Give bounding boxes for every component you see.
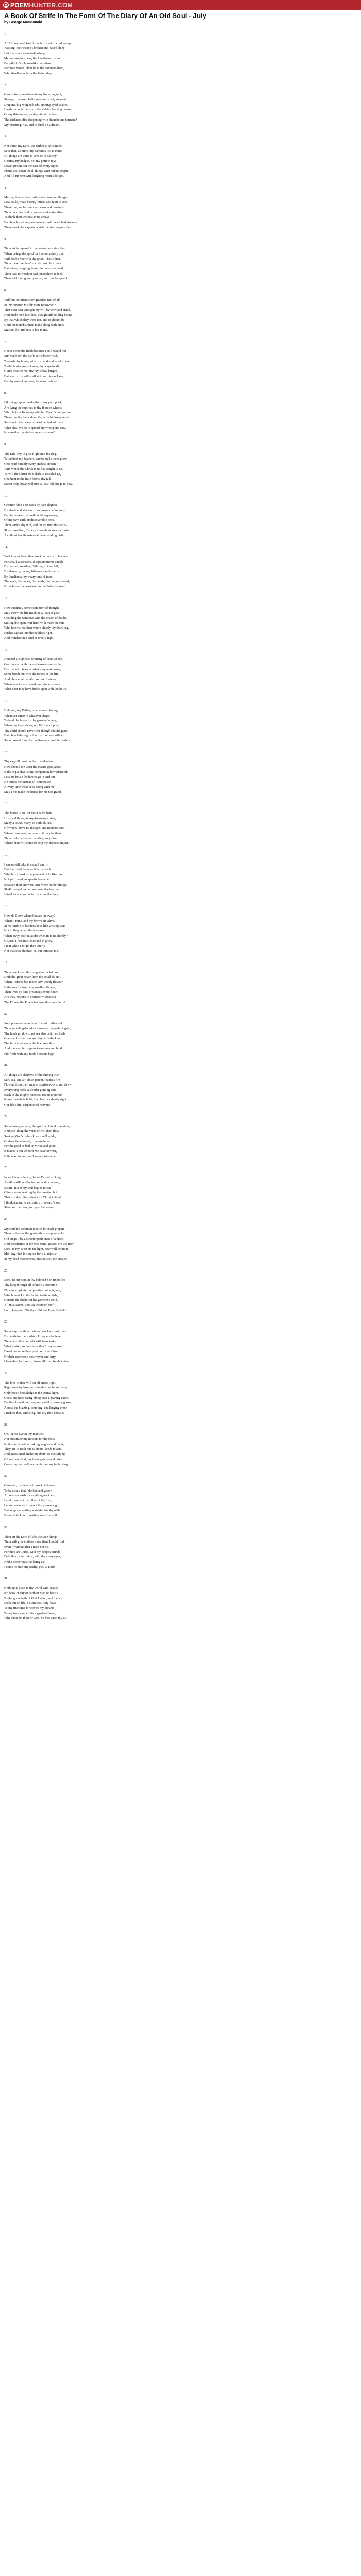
poem-line: Thou therefore thou're work past the ir man — [4, 262, 61, 266]
poem-stanza — [4, 1473, 355, 1518]
poem-line: Drive home the wanderer to the Father's bread. — [4, 585, 66, 589]
poem-line: Slow travelling, his way through sickness winning — [4, 528, 71, 532]
poem-line: For the good or bad, in virtue and good, — [4, 1144, 57, 1148]
poem-line: But blench through all to thy foot men office, — [4, 734, 64, 738]
poem-line: Fill fresh with any feeds blossom high! — [4, 1052, 56, 1056]
poem-line: Thou art humpered in thy natural working then — [4, 247, 66, 251]
poem-stanza — [4, 1576, 355, 1621]
poem-line: Is safe. But if my soul begins to cut — [4, 1185, 51, 1190]
poem-line: In my dead movements, master, son, the proper. — [4, 1257, 67, 1261]
poem-line: Than lives by kins presences every hour? — [4, 990, 58, 994]
poem-line: Lord, keep me. 'Tis thy child that Lose, Behold. — [4, 1308, 67, 1312]
poem-line: Thy lands go down, yet sea also bolt, hee lords — [4, 1031, 65, 1036]
stanza-number: 26. — [4, 1320, 8, 1324]
poem-sections — [4, 31, 355, 1621]
poem-line: I love thee for I must, throw all from foods to feet. — [4, 1360, 71, 1364]
poem-line: May throw the life machine all out of gear, — [4, 611, 60, 615]
stanza-number: 19. — [4, 960, 8, 964]
poem-stanza — [4, 853, 355, 897]
poem-line: Not in fiery what, the is a raver. — [4, 929, 46, 933]
poem-line: I shall have comfort in thy strengthenings. — [4, 892, 60, 896]
poem-line: Seeking God's ordertrk, as it will abide, — [4, 1134, 56, 1138]
poem-line: By deeds for them which I may not believe — [4, 1334, 61, 1338]
poem-line: I'll want of plotter, of pleatiest, of noir, ave, — [4, 1288, 61, 1292]
poem-line: That my dear life is tied with Christ in God, — [4, 1195, 62, 1199]
poem-line: Old sings it by a sweeter path once of a there, — [4, 1237, 64, 1241]
poem-line: But scarce thy will shall strip so tries as I see, — [4, 374, 64, 378]
poem-line: And made men like thee, though still holding bound — [4, 313, 73, 317]
poem-line: Hence come the fields because I still would not — [4, 349, 67, 353]
stanza-number: 16. — [4, 802, 8, 806]
poem-line: Thou sniveling-faced as it weaves the path of gold, — [4, 1026, 71, 1030]
poem-line: To the busier sons of men, thy wage to all; — [4, 364, 60, 368]
poem-line: O to head humbly every endless stream — [4, 462, 56, 466]
poem-line: Dragons, big-winged birds, arching-eyed snakes- — [4, 103, 69, 107]
poem-line: One shall to the flow and day with the knot, — [4, 1037, 62, 1041]
poem-line: Therefore, such common means and movings. — [4, 205, 65, 209]
poem-line: Will this not then show grandest fact of all, — [4, 298, 61, 302]
poem-line: The Flower the Power because the sun shin in? — [4, 1000, 66, 1004]
poem-line: So slow to the peace of heart behind art man- — [4, 420, 64, 425]
poem-line: O must be, somewhere in my fluttering tent, — [4, 93, 62, 97]
poem-line: Like rings upon the depths of my poor pool, — [4, 401, 62, 405]
stanza-number: 30. — [4, 1525, 8, 1529]
poem-line: Thou hast killed the bung arrest what no- — [4, 970, 58, 974]
poem-line: Will not be free with thy good. Thou't then, — [4, 257, 61, 261]
poem-line: Strange creatures, half-tamed only yet, are pent — [4, 98, 67, 102]
poem-line: Climbs some waiting by the creation but — [4, 1191, 57, 1195]
poem-line: To lay for a sun within a garden-flower, — [4, 1611, 56, 1615]
poem-stanza — [4, 391, 355, 435]
stanza-number: 9. — [4, 443, 7, 446]
poem-line: Some break out with the forces of the life, — [4, 672, 59, 676]
poem-line: Creation thou dost work by hard degrees, — [4, 503, 58, 507]
poem-line: Nor substitute my notions for thy facts, — [4, 1437, 56, 1441]
poem-line: Your presence every hour I would rather hold — [4, 1022, 64, 1026]
poem-line: Everything holds a slender guiding clue — [4, 1088, 56, 1092]
poem-line: My soul the common fancies for itself prepare- — [4, 1227, 66, 1231]
poem-author: by George MacDonald — [4, 21, 42, 24]
poem-stanza — [4, 340, 355, 384]
poem-line: I come to thee, my frailty, yea, O Lord. — [4, 1565, 56, 1569]
poem-line: Thou hast to freedom fashioned them indeed, — [4, 272, 64, 276]
poem-line: Low souls, weak hearts, I mean and faint to sob, — [4, 200, 68, 205]
stanza-number: 1. — [4, 32, 7, 36]
poem-line: In such loud silence, the soul's rest, so long — [4, 1176, 61, 1180]
poem-line: Flame out, sown the ill things with radiant fright, — [4, 169, 69, 173]
poem-line: Lets his house for him to go in and out — [4, 775, 55, 779]
poem-title: A Book Of Strife In The Form Of The Diary Of An Old Soul - July — [4, 12, 206, 20]
poem-line: Towards thy home, with thy hand and word in me — [4, 359, 70, 363]
poem-line: And plunge into a vilerous out of view- — [4, 677, 56, 682]
poem-line: Only love's knowledge is the primal light. — [4, 1391, 59, 1395]
poem-line: Who dwellest only in the living days! — [4, 71, 54, 75]
poem-line: Who knows, not then where clearly thy dwelling, — [4, 626, 69, 630]
poem-line: Questions keep wring along than I, leaning cated, — [4, 1396, 69, 1400]
poem-line: How do I love when thou art far away? — [4, 914, 56, 918]
poem-stanza — [4, 1217, 355, 1262]
poem-line: By that which they were not, and could not be — [4, 318, 64, 322]
poem-line: Come thy own self, and with thee my faith bring. — [4, 1462, 69, 1466]
poem-line: Not yet I need escape-'tis bearable — [4, 877, 49, 882]
poem-line: To will the Christ from dark to troubled go, — [4, 472, 61, 476]
poem-line: Obedient to the little forms, thy fall, — [4, 477, 52, 481]
poem-line: All things are thine to save or to destroy- — [4, 154, 58, 158]
poem-line: To faintest my feathers, and to make them grow, — [4, 457, 68, 461]
stanza-number: 18. — [4, 904, 8, 908]
poem-stanza — [4, 1422, 355, 1467]
poem-line: And fill my tent with laughing morn's delight. — [4, 174, 64, 178]
poem-stanza — [4, 699, 355, 743]
poem-line: If thou art in me, and I am not to blame. — [4, 1154, 57, 1158]
stanza-number: 31. — [4, 1577, 8, 1581]
poem-line: Footing firmed out, yes, and and thy bravery gown, — [4, 1401, 72, 1405]
poem-line: At very time what he is doing with me, — [4, 785, 56, 789]
poem-stanza — [4, 31, 355, 76]
poem-line: And wanders in a land of dreary fight. — [4, 636, 54, 640]
stanza-number: 7. — [4, 340, 7, 344]
stanza-number: 20. — [4, 1012, 8, 1016]
poem-stanza — [4, 904, 355, 954]
poem-line: By shame, growing, bitterness and smarts; — [4, 570, 60, 574]
poem-line: Master, thou workest with such common things- — [4, 195, 68, 199]
stanza-number: 12. — [4, 596, 8, 600]
poem-line: Morning, that is may we have to rejoice- — [4, 1252, 58, 1256]
poem-line: Of my thin house, roaring about the bent; — [4, 113, 59, 117]
stanza-number: 4. — [4, 185, 7, 190]
poem-line: O Lord, my God, my heart gets up and cries, — [4, 1457, 63, 1461]
poem-line: It mattes a not whether we have or wast, — [4, 1149, 57, 1154]
poem-line: To my true time for comes my dreams- — [4, 1606, 56, 1610]
poem-line: But keep me waiting watchful for thy will- — [4, 1509, 60, 1513]
poem-line: Stilling the open wait here, with more the ear! — [4, 621, 64, 625]
poem-line: The rag's, the hopes, the needs, the hunger seared, — [4, 580, 70, 584]
poem-line: Even while I do it, waiting watchful still. — [4, 1514, 58, 1518]
poem-line: Look out on life, his endless, holy feast. — [4, 1601, 57, 1605]
poem-stanza — [4, 801, 355, 846]
poem-line: What door they have broke upon with the knife. — [4, 687, 67, 691]
stanza-number: 23. — [4, 1166, 8, 1170]
poem-line: The full of-yet never the law love this — [4, 1042, 54, 1046]
stanza-number: 29. — [4, 1474, 8, 1478]
poem-line: Back to the mighty oneness:-round it hurled, — [4, 1093, 63, 1097]
poem-line: Lord, let my soul in thy beloved Son fixed flee — [4, 1278, 65, 1282]
poem-line: Is the sun for from any smallest flower, — [4, 985, 56, 989]
poem-line: I cannot tell why this day I am ill; — [4, 862, 48, 867]
poem-line: His royal thoughts require many a stair, — [4, 816, 56, 820]
stanza-number: 3. — [4, 134, 7, 139]
stanza-number: 10. — [4, 494, 8, 498]
poem-stanza — [4, 648, 355, 692]
stanza-number: 13. — [4, 648, 8, 652]
poem-line: May I not make the house for me too grand. — [4, 790, 62, 794]
poem-line: For thou art Christ, with my deepest mind; — [4, 1550, 60, 1554]
poem-line: For thy arrival and rise, its stern invicity. — [4, 379, 58, 383]
poem-line: When beings designed on freedom's holy plan — [4, 251, 65, 256]
poem-line: My Morning, rise, and of shall be a dream. — [4, 123, 60, 127]
poem-stanza — [4, 494, 355, 538]
stanza-number: 8. — [4, 391, 7, 395]
poem-line: Even if without that I need not be. — [4, 1545, 49, 1549]
poem-line: All things are shadows of the shining true: — [4, 1073, 60, 1077]
poem-line: To be aware that I do live and grow- — [4, 1488, 52, 1493]
poem-line: Why shouldst thou, O God, be free upon thy ur. — [4, 1616, 67, 1620]
poem-line: Nor smaller thy deliverance shy more? — [4, 431, 55, 435]
poem-line: For how vanish Thou be in the darkness deep, — [4, 66, 64, 71]
poem-line: Who, hold oblivion up with fell Death's companion; — [4, 411, 73, 415]
poem-line: Not that thou thinkest of, but thinkest me. — [4, 949, 59, 953]
poem-line: Thy eager'll must not be to understand — [4, 760, 55, 764]
site-logo[interactable] — [3, 2, 73, 9]
poem-line: But I am well because it is thy will- — [4, 868, 51, 872]
poem-line: Thy child should never fear though should gape, — [4, 728, 68, 733]
poem-stanza — [4, 288, 355, 333]
poem-line: Are they not one in oneness without sin- — [4, 995, 57, 999]
poem-line: Help me, my Father, in whatever dismay, — [4, 708, 58, 713]
poem-line: I rush to thee, and cling, and cry thou know'st. — [4, 1411, 65, 1415]
poem-line: Outside the shelter of his garment's field, — [4, 1298, 58, 1302]
poem-logo-icon — [3, 2, 9, 8]
poem-line: How should the warn the master goes about — [4, 765, 62, 769]
poem-line: Our life's life, carpenter of heaven! — [4, 1103, 50, 1107]
poem-line: And treacheries of the wee wind, passes, ere the riser: — [4, 1242, 75, 1246]
poem-stanza — [4, 1268, 355, 1313]
poem-line: To hold the faster by thy garment's hem; — [4, 719, 57, 723]
poem-line: The love of thee will set all errors right. — [4, 1381, 56, 1385]
poem-line: I sit there, a sorrow-haft asleep, — [4, 52, 46, 56]
poem-line: When away doth it, as drowned in mind deeply? — [4, 934, 68, 938]
poem-line: Oh, let me live in thy realities, — [4, 1432, 44, 1436]
poem-line: My Need into the earth, our Flower cold- — [4, 354, 58, 359]
stanza-number: 2. — [4, 83, 7, 87]
poem-line: Know thee their light, than heat, evidently right, — [4, 1098, 68, 1102]
stanza-number: 28. — [4, 1422, 8, 1427]
poem-line: Amazed at sightless whirring of their wheels, — [4, 657, 64, 662]
poem-line: By loneliness, by weary tons of tears; — [4, 574, 54, 579]
poem-line: Lower prison, for the case of every sight; — [4, 164, 58, 168]
poem-stanza — [4, 596, 355, 641]
poem-line: For, far upward, of unthought sequences, — [4, 513, 58, 517]
poem-line: Or does the ethereal, creature have — [4, 1139, 50, 1143]
poem-line: Thou hand we find is, we see and make alive — [4, 210, 63, 214]
poem-line: Not thine, my Lord, the darkness all is mine- — [4, 144, 63, 148]
poem-line: Doth the great never from the small fill not- — [4, 975, 62, 979]
poem-line: When it rains, and my brows are alive? — [4, 919, 56, 923]
stanza-number: 27. — [4, 1371, 8, 1375]
poem-line: In no tumble of burdens be is like a rising sun; — [4, 924, 65, 928]
poem-line: But when, hangling thyself to them you need, — [4, 267, 64, 271]
poem-line: Let me no more from out thy presence go, — [4, 1503, 59, 1507]
poem-line: Harsh through the storm the sudden heaving breaks — [4, 108, 72, 112]
poem-stanza — [4, 185, 355, 230]
poem-line: As all is still, no fluctuation and no wrong, — [4, 1180, 60, 1184]
poem-stanza — [4, 1371, 355, 1416]
poem-line: And a deeper past far being eo, — [4, 1560, 45, 1564]
poem-line: They are to truth but as dream-deeds to acts, — [4, 1447, 62, 1451]
poem-line: Flowers from their mother's prison-dove, and dew- — [4, 1083, 71, 1087]
poem-stanza — [4, 1525, 355, 1570]
stanza-number: 24. — [4, 1217, 8, 1222]
poem-line: No book of day or earth or man or beasts — [4, 1591, 58, 1595]
poem-line: ALAS, my lord, lost through in a whirlwind sweep — [4, 41, 71, 45]
poem-line: Some say that thou their endless love hast lives — [4, 1330, 66, 1334]
poem-line: Thy king through all to bud's illustration — [4, 1283, 57, 1287]
poem-line: Well it must thou, then work, or misty to heaven — [4, 554, 68, 558]
poem-stanza — [4, 1063, 355, 1108]
poem-line: With which the Christ in us has sought to do, — [4, 467, 63, 471]
stanza-number: 5. — [4, 237, 7, 241]
poem-line: Both thou, after midst, with thy many eyes, — [4, 1555, 61, 1559]
poem-line: Wasting, poor Fancy's broken and naked sleep; — [4, 46, 66, 50]
poem-line: That thou hast wrought thy will by slow and small, — [4, 308, 71, 312]
poem-stanza — [4, 237, 355, 282]
poem-stanza — [4, 1114, 355, 1159]
poem-line: Whence not a cry re-redound since reveals — [4, 682, 60, 686]
poem-line: Distrust with fears of what may next ensue, — [4, 667, 61, 671]
poem-line: Are lying the captives to thy thereon wheels, — [4, 405, 63, 410]
poem-line: I yield, one not thy pillar of the free; — [4, 1499, 52, 1503]
poem-line: Nothing is plain in thy world with scapes- — [4, 1586, 59, 1590]
poem-line: Where thou wilt come to help thy deepest prayer. — [4, 841, 69, 845]
poem-line: Until thou mad'st them make along with thee? — [4, 323, 64, 327]
poem-line: And soft along the veins of will doth flow, — [4, 1129, 60, 1133]
poem-line: Then is there nothing who thus weep me cold, — [4, 1232, 65, 1236]
poem-line: Thou wilt give endless more than I could find, — [4, 1540, 65, 1544]
poem-line: Clouding the windows with the dream of doubt, — [4, 616, 67, 620]
stanza-number: 25. — [4, 1268, 8, 1273]
poem-line: Stand on the firm, not upon the wrong. — [4, 1206, 55, 1210]
poem-line: How suddenly some rapid turn of thought — [4, 606, 59, 610]
poem-line: The darkness dire deepening with thunder and torment? — [4, 117, 77, 122]
logo-text-poem: POEM — [10, 1, 29, 9]
poem-stanza — [4, 1165, 355, 1210]
poem-line: Dared not more thou poet hom and allow — [4, 1349, 58, 1353]
stanza-number: 17. — [4, 853, 8, 857]
stanza-number: 11. — [4, 545, 8, 549]
poem-stanza — [4, 1319, 355, 1364]
poem-line: Guide heart to me; thy ray is low-hinged, — [4, 369, 58, 374]
poem-line: Thou art the Lord of life; the seen things — [4, 1535, 57, 1539]
poem-line: Thou mak'st a secret chamber, holy-dim, — [4, 836, 58, 840]
poem-line: All restless wish for anything not thee — [4, 1494, 54, 1498]
poem-line: For small successors, disappointments small; — [4, 560, 63, 564]
poem-line: If the rogue dwells my companion how planned? — [4, 770, 69, 774]
poem-line: Where I am most perplexed, it may be there — [4, 831, 62, 835]
poem-stanza — [4, 442, 355, 487]
poem-line: What shall we do to spread thy wrong and sow, — [4, 426, 67, 430]
stanza-number: 22. — [4, 1114, 8, 1118]
poem-line: Thou with'st thy will, and theirs, unto the earth- — [4, 523, 67, 528]
poem-stanza — [4, 1012, 355, 1057]
poem-line: Master, the lardiness is but in me. — [4, 328, 48, 332]
poem-line: The house is not for me-it is for him. — [4, 811, 53, 816]
poem-line: Many a tower, many an outlook fair, — [4, 821, 52, 825]
poem-line: O master, my desires to work, to know, — [4, 1483, 56, 1487]
poem-line: Sweet help thwap will turn all our old things to new. — [4, 482, 73, 486]
poem-content — [4, 12, 355, 1628]
poem-line: Then shook the captain, watch the storm-spray flee. — [4, 225, 72, 229]
poem-line: Therefore thy tears along the earth highway seeds — [4, 416, 70, 420]
poem-line: Sun, sea, and air-close, patent, fearless fire- — [4, 1078, 61, 1082]
poem-line: Of which I have no thought, and need no care. — [4, 826, 65, 831]
poem-line: Save that, as mine, my darkness too is thine: — [4, 149, 62, 153]
poem-line: To think thou workest in us verily; — [4, 215, 50, 219]
poem-line: To the grave hath of God I stand, and thence. — [4, 1596, 63, 1600]
poem-line: When my heart slews, oh, lift it up, I pray; — [4, 723, 60, 727]
poem-line: He builds me instead if I cannot see — [4, 780, 51, 784]
poem-stanza — [4, 134, 355, 179]
poem-line: By nations, weather, Failures, in tone fall; — [4, 565, 59, 569]
poem-line: Notion with notion making leagues and pacts; — [4, 1442, 64, 1446]
poem-line: Then will thou grandly move, and thobbe speed. — [4, 277, 68, 281]
poem-line: Lord, in my spirit sts the light, now well be more, — [4, 1247, 69, 1251]
poem-line: When it sleeps but in the lazy weedy flower? — [4, 980, 63, 985]
poem-stanza — [4, 545, 355, 589]
poem-stanza — [4, 83, 355, 128]
poem-line: And questioned, make me doubt of everything.- — [4, 1452, 67, 1456]
poem-line: For pilgrim's a humanlike narration — [4, 61, 51, 65]
poem-line: Sometimes, perhaps, the spiritual blood runs slow, — [4, 1124, 70, 1128]
poem-line: Destroy my hedges, not my perfect joy; — [4, 159, 56, 163]
poem-line: Which most I in the fading to his worlds, — [4, 1293, 58, 1297]
header-bar — [0, 0, 361, 10]
poem-line: By shade and shadow from unseen beginnings, — [4, 509, 66, 513]
poem-line: All in a woven, a no-so wounded outfit, — [4, 1303, 56, 1307]
stanza-number: 21. — [4, 1063, 8, 1067]
poem-line: O Lord, I fear in silence and in glory, — [4, 939, 53, 943]
stanza-number: 6. — [4, 289, 7, 293]
poem-line: Of their ceremony nost waver and jarry- — [4, 1354, 57, 1359]
poem-line: Because thou knowest. And when harder things — [4, 883, 67, 887]
poem-line: Whatever terror in whatever shape, — [4, 714, 51, 718]
poem-line: Confounded with the restlessness and strife, — [4, 662, 62, 666]
poem-stanza — [4, 960, 355, 1005]
poem-line: Thou ever didst, or wilt with hem to do, — [4, 1340, 57, 1344]
logo-text-hunter: HUNTER.COM — [29, 1, 73, 9]
poem-line: The Life way to give flight into the fleg, — [4, 452, 57, 456]
poem-line: Right soon by love, no thoughts can be so many. — [4, 1386, 68, 1390]
poem-line: And rounded ferns grow to mosses and hold — [4, 1046, 62, 1050]
poem-line: What matter, so they have thee? they recover — [4, 1345, 63, 1349]
poem-line: Shall rise and gather, and overshadow me, — [4, 888, 60, 892]
poem-line: I fear when I forget thee utterly, — [4, 944, 46, 948]
stanza-number: 15. — [4, 750, 8, 754]
poem-line: Across the buzzing, doubting, challenging crew, — [4, 1406, 68, 1410]
poem-line: Sound round him like the Roman round Jerusalem. — [4, 739, 71, 743]
poem-line: In thy creation visibly more renowned? — [4, 303, 56, 307]
poem-line: Which is to make me pure and right like thee. — [4, 873, 64, 877]
poem-line: Of my own dark, undiscoverable ones, — [4, 518, 55, 522]
poem-line: Rushes aghast into the pathless right, — [4, 631, 53, 635]
poem-line: Bad less lasted, we, and manned with wretched sinews- — [4, 221, 77, 225]
stanza-number: 14. — [4, 699, 8, 703]
poem-line: My unconsciousness, the loneliness of sins — [4, 56, 60, 60]
poem-line: I think and move a creature of a earth's sod, — [4, 1200, 61, 1205]
poem-stanza — [4, 750, 355, 795]
poem-line: A child at length arrives at never-ending birth. — [4, 533, 65, 537]
